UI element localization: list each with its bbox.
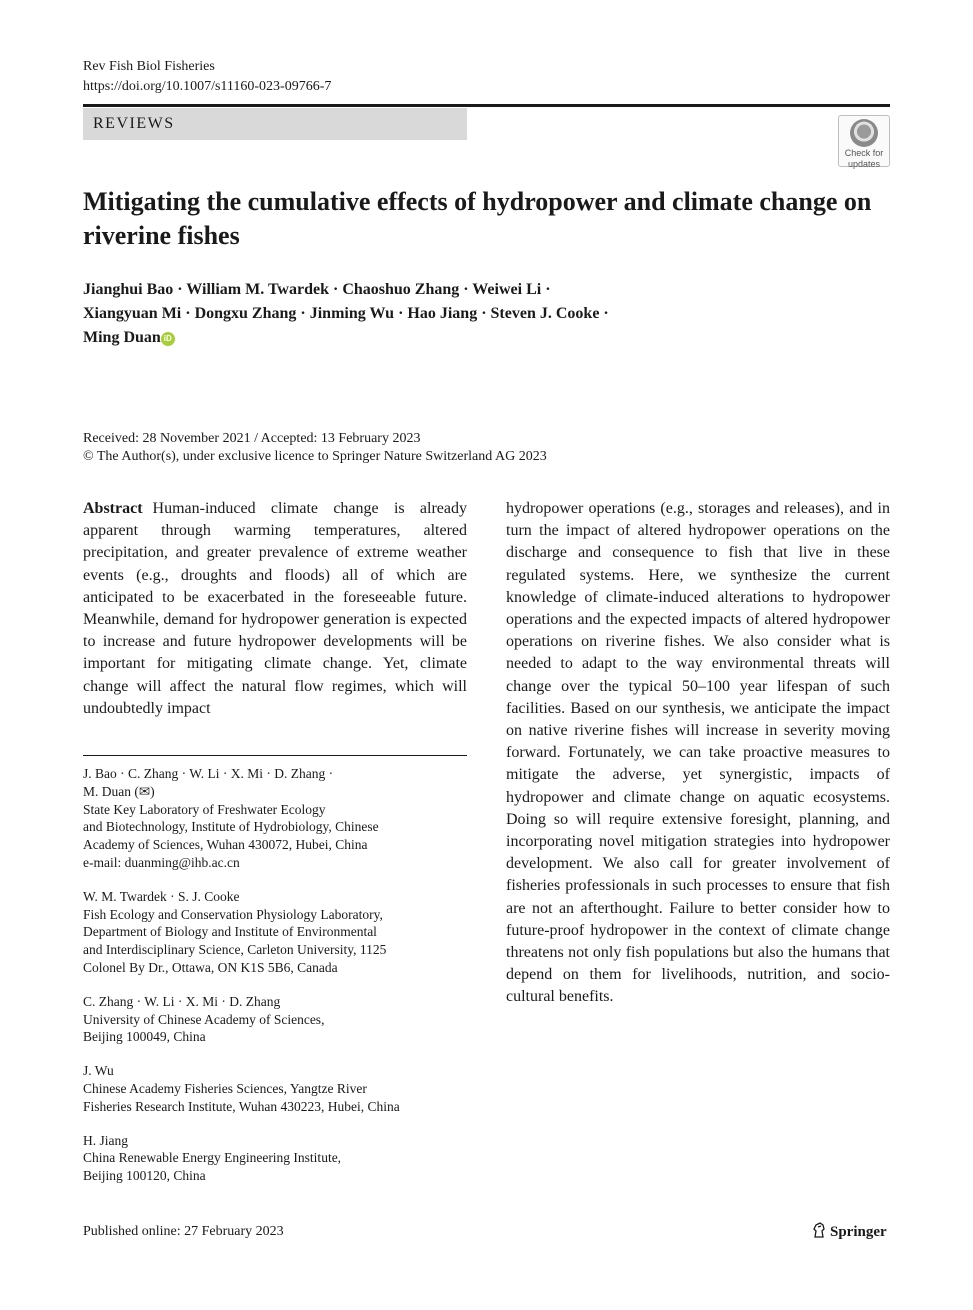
affiliation-line: Beijing 100120, China	[83, 1168, 206, 1184]
affiliation-line: University of Chinese Academy of Sciences,	[83, 1011, 325, 1027]
abstract-text-right: hydropower operations (e.g., storages and releases), and in turn the impact of altered hydropower operations on the discharge and consequence to fish that live in these regulated systems. Here, we synthesize the current knowledge of climate-induced alterations to hydropower operations and the expected impacts of altered hydropower operations on riverine fishes. We also consider what is needed to adapt to the way environmental threats will change over the typical 50–100 year lifespan of such facilities. Based on our synthesis, we anticipate the impact on native riverine fishes will increase in severity moving forward. Fortunately, we can take proactive measures to mitigate the adverse, yet synergistic, impacts of hydropower and climate change on aquatic ecosystems. Doing so will require extensive foresight, planning, and incorporating novel mitigation strategies into hydropower development. We also call for greater involvement of fisheries professionals in such processes to ensure that fish are not an afterthought. Failure to better consider how to future-proof hydropower in the context of climate change threatens not only fish populations but also the humans that depend on them for livelihoods, nutrition, and socio-cultural benefits.	[506, 500, 890, 1006]
published-date: Published online: 27 February 2023	[83, 1224, 284, 1239]
affiliation-line: Fish Ecology and Conservation Physiology Laboratory,	[83, 906, 383, 922]
abstract-right-column	[506, 498, 890, 1009]
affiliation-names: H. Jiang	[83, 1132, 128, 1148]
affiliation-names: W. M. Twardek · S. J. Cooke	[83, 888, 240, 904]
abstract-left-column	[83, 498, 467, 720]
badge-line1: Check for	[844, 148, 884, 158]
journal-name: Rev Fish Biol Fisheries	[83, 59, 215, 74]
affiliation-1	[83, 765, 467, 872]
received-accepted: Received: 28 November 2021 / Accepted: 13 February 2023	[83, 431, 421, 446]
affiliation-5	[83, 1132, 467, 1185]
publisher-name: Springer	[830, 1224, 887, 1240]
author-list	[83, 278, 883, 350]
abstract-heading: Abstract	[83, 500, 143, 517]
check-updates-icon	[850, 119, 878, 147]
corresponding-email[interactable]: e-mail: duanming@ihb.ac.cn	[83, 854, 240, 870]
affiliation-2	[83, 888, 467, 977]
badge-line2: updates	[847, 159, 881, 169]
affiliation-line: Colonel By Dr., Ottawa, ON K1S 5B6, Canada	[83, 959, 338, 975]
abstract-text-left: Human-induced climate change is already apparent through warming temperatures, altered precipitation, and greater prevalence of extreme weather events (e.g., droughts and floods) all of which are anticipated to be exacerbated in the foreseeable future. Meanwhile, demand for hydropower generation is expected to increase and future hydropower developments will be important for mitigating climate change. Yet, climate change will affect the natural flow regimes, which will undoubtedly impact	[83, 500, 467, 717]
section-label: REVIEWS	[83, 108, 467, 140]
affiliation-line: Chinese Academy Fisheries Sciences, Yangtze River	[83, 1080, 367, 1096]
affiliation-rule	[83, 755, 467, 756]
author-ming-duan: Ming Duan	[83, 329, 161, 346]
springer-horse-icon	[812, 1222, 826, 1238]
article-title: Mitigating the cumulative effects of hydropower and climate change on riverine fishes	[83, 187, 872, 250]
affiliation-line: Fisheries Research Institute, Wuhan 430223, Hubei, China	[83, 1098, 400, 1114]
affiliation-4	[83, 1062, 467, 1115]
affiliation-line: Department of Biology and Institute of Environmental	[83, 924, 377, 940]
author-line-3	[83, 326, 883, 350]
author-line-2: Xiangyuan Mi · Dongxu Zhang · Jinming Wu · Hao Jiang · Steven J. Cooke ·	[83, 305, 609, 322]
doi-link[interactable]: https://doi.org/10.1007/s11160-023-09766-7	[83, 79, 332, 94]
affiliation-3	[83, 993, 467, 1046]
copyright-line: © The Author(s), under exclusive licence to Springer Nature Switzerland AG 2023	[83, 449, 547, 464]
affiliation-line: and Interdisciplinary Science, Carleton University, 1125	[83, 942, 387, 958]
affiliation-names: J. Bao · C. Zhang · W. Li · X. Mi · D. Zhang ·	[83, 766, 334, 781]
affiliation-line: Academy of Sciences, Wuhan 430072, Hubei, China	[83, 837, 368, 853]
affiliation-names: J. Wu	[83, 1063, 114, 1079]
journal-header	[83, 57, 331, 97]
publisher-logo	[812, 1222, 887, 1241]
affiliation-line: and Biotechnology, Institute of Hydrobiology, Chinese	[83, 819, 379, 835]
affiliation-names-cont: M. Duan (✉)	[83, 783, 155, 799]
affiliation-names: C. Zhang · W. Li · X. Mi · D. Zhang	[83, 993, 281, 1009]
check-for-updates-badge[interactable]	[838, 115, 890, 167]
affiliation-line: China Renewable Energy Engineering Institute,	[83, 1150, 342, 1166]
article-dates	[83, 430, 547, 466]
affiliation-line: State Key Laboratory of Freshwater Ecology	[83, 801, 326, 817]
affiliation-line: Beijing 100049, China	[83, 1029, 206, 1045]
author-line-1: Jianghui Bao · William M. Twardek · Chaoshuo Zhang · Weiwei Li ·	[83, 281, 551, 298]
header-rule	[83, 104, 890, 107]
affiliations	[83, 765, 467, 1201]
orcid-icon[interactable]: iD	[161, 332, 175, 346]
